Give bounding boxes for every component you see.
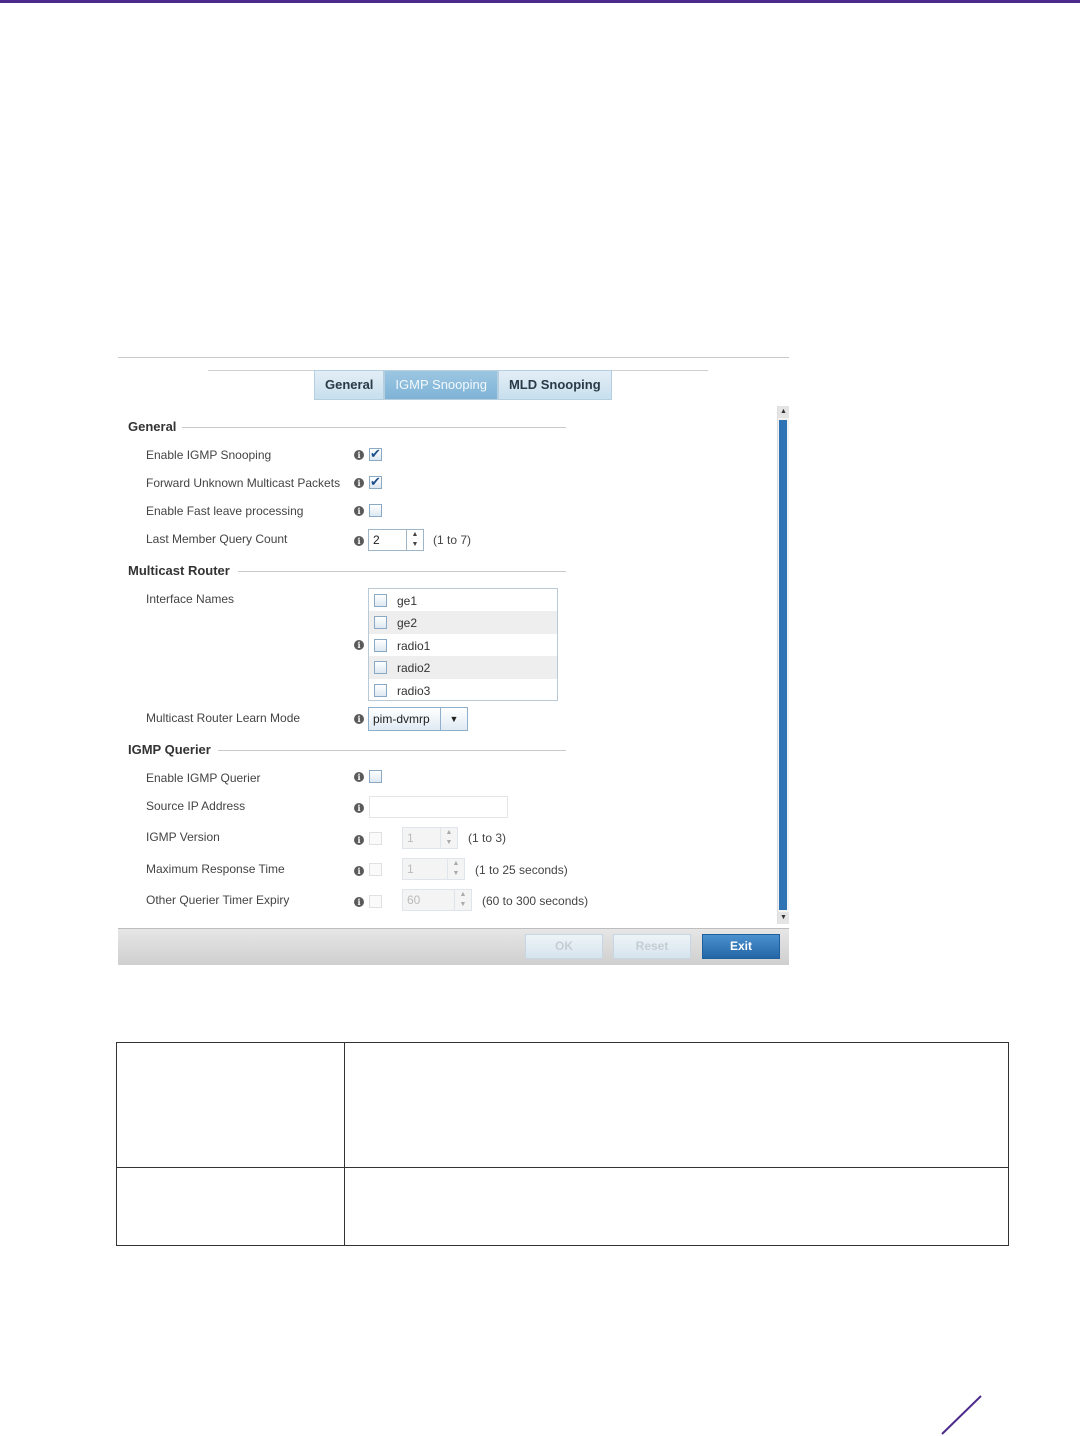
interface-name: radio3	[397, 683, 431, 698]
other-querier-expiry-stepper[interactable]	[402, 889, 472, 911]
description-table	[116, 1042, 1009, 1246]
table-cell	[117, 1168, 345, 1246]
scroll-down-icon[interactable]: ▼	[778, 912, 789, 924]
learn-mode-label: Multicast Router Learn Mode	[146, 711, 301, 725]
list-item[interactable]	[369, 679, 557, 701]
tab-general[interactable]: General	[314, 370, 384, 400]
chevron-down-icon[interactable]: ▼	[440, 708, 467, 730]
stepper-value: 60	[407, 893, 421, 907]
interface-name: radio1	[397, 638, 431, 653]
igmp-snooping-dialog	[118, 357, 789, 964]
fast-leave-label: Enable Fast leave processing	[146, 504, 304, 518]
info-icon[interactable]: i	[354, 897, 364, 907]
list-item[interactable]	[369, 589, 557, 611]
vertical-scrollbar[interactable]	[777, 406, 789, 924]
tab-bar	[314, 370, 612, 400]
last-member-query-count-label: Last Member Query Count	[146, 532, 288, 546]
corner-decoration	[940, 1393, 984, 1436]
other-querier-expiry-label: Other Querier Timer Expiry	[146, 893, 290, 907]
section-title-general: General	[128, 419, 177, 434]
igmp-version-label: IGMP Version	[146, 830, 220, 844]
max-response-range-hint: (1 to 25 seconds)	[475, 863, 568, 877]
info-icon[interactable]: i	[354, 506, 364, 516]
info-icon[interactable]: i	[354, 714, 364, 724]
info-icon[interactable]: i	[354, 450, 364, 460]
table-cell	[117, 1043, 345, 1168]
max-response-time-label: Maximum Response Time	[146, 862, 285, 876]
table-row	[117, 1043, 1009, 1168]
info-icon[interactable]: i	[354, 803, 364, 813]
list-item[interactable]	[369, 611, 557, 633]
last-member-query-count-stepper[interactable]	[368, 529, 424, 551]
interface-checkbox[interactable]	[374, 616, 387, 629]
tab-igmp-snooping[interactable]: IGMP Snooping	[384, 370, 498, 400]
arrow-down-icon[interactable]: ▼	[459, 901, 467, 908]
arrow-up-icon[interactable]: ▲	[452, 860, 460, 867]
interface-names-label: Interface Names	[146, 592, 235, 606]
interface-checkbox[interactable]	[374, 661, 387, 674]
info-icon[interactable]: i	[354, 478, 364, 488]
stepper-value: 2	[373, 533, 380, 547]
dialog-footer	[118, 928, 789, 965]
arrow-up-icon[interactable]: ▲	[445, 829, 453, 836]
enable-igmp-querier-checkbox[interactable]	[369, 770, 382, 783]
igmp-version-stepper[interactable]	[402, 827, 458, 849]
scrollbar-thumb[interactable]	[779, 420, 787, 910]
table-cell	[345, 1043, 1009, 1168]
page-top-rule	[0, 0, 1080, 3]
info-icon[interactable]: i	[354, 772, 364, 782]
interface-name: ge2	[397, 616, 418, 631]
stepper-arrows[interactable]	[440, 828, 457, 848]
exit-button[interactable]: Exit	[702, 934, 780, 959]
reset-button[interactable]: Reset	[613, 934, 691, 959]
enable-igmp-snooping-label: Enable IGMP Snooping	[146, 448, 272, 462]
section-divider	[182, 427, 566, 428]
section-divider	[218, 750, 566, 751]
igmp-version-checkbox[interactable]	[369, 832, 382, 845]
other-querier-range-hint: (60 to 300 seconds)	[482, 894, 589, 908]
forward-unknown-multicast-checkbox[interactable]	[369, 476, 382, 489]
interface-checkbox[interactable]	[374, 639, 387, 652]
stepper-value: 1	[407, 862, 414, 876]
interface-checkbox[interactable]	[374, 594, 387, 607]
stepper-arrows[interactable]	[406, 530, 423, 550]
arrow-up-icon[interactable]: ▲	[411, 531, 419, 538]
stepper-value: 1	[407, 831, 414, 845]
source-ip-input[interactable]	[369, 796, 508, 818]
other-querier-expiry-checkbox[interactable]	[369, 895, 382, 908]
arrow-down-icon[interactable]: ▼	[445, 839, 453, 846]
list-item[interactable]	[369, 656, 557, 678]
source-ip-label: Source IP Address	[146, 799, 246, 813]
enable-igmp-snooping-checkbox[interactable]	[369, 448, 382, 461]
list-item[interactable]	[369, 634, 557, 656]
learn-mode-select[interactable]	[368, 707, 468, 731]
arrow-down-icon[interactable]: ▼	[411, 541, 419, 548]
interface-checkbox[interactable]	[374, 684, 387, 697]
forward-unknown-multicast-label: Forward Unknown Multicast Packets	[146, 476, 341, 490]
learn-mode-value: pim-dvmrp	[373, 712, 430, 726]
section-title-igmp-querier: IGMP Querier	[128, 742, 211, 757]
max-response-time-checkbox[interactable]	[369, 863, 382, 876]
max-response-time-stepper[interactable]	[402, 858, 465, 880]
interface-name: radio2	[397, 661, 431, 676]
interface-name: ge1	[397, 594, 418, 608]
table-row	[117, 1168, 1009, 1246]
arrow-up-icon[interactable]: ▲	[459, 891, 467, 898]
stepper-arrows[interactable]	[447, 859, 464, 879]
tab-mld-snooping[interactable]: MLD Snooping	[498, 370, 612, 400]
info-icon[interactable]: i	[354, 640, 364, 650]
info-icon[interactable]: i	[354, 866, 364, 876]
section-divider	[238, 571, 566, 572]
scroll-up-icon[interactable]: ▲	[778, 406, 789, 418]
igmp-version-range-hint: (1 to 3)	[468, 831, 507, 845]
interface-names-list[interactable]	[368, 588, 558, 701]
last-member-range-hint: (1 to 7)	[433, 533, 472, 547]
info-icon[interactable]: i	[354, 835, 364, 845]
section-title-multicast-router: Multicast Router	[128, 563, 230, 578]
info-icon[interactable]: i	[354, 536, 364, 546]
table-cell	[345, 1168, 1009, 1246]
ok-button[interactable]: OK	[525, 934, 603, 959]
enable-igmp-querier-label: Enable IGMP Querier	[146, 771, 261, 785]
arrow-down-icon[interactable]: ▼	[452, 870, 460, 877]
fast-leave-checkbox[interactable]	[369, 504, 382, 517]
stepper-arrows[interactable]	[454, 890, 471, 910]
